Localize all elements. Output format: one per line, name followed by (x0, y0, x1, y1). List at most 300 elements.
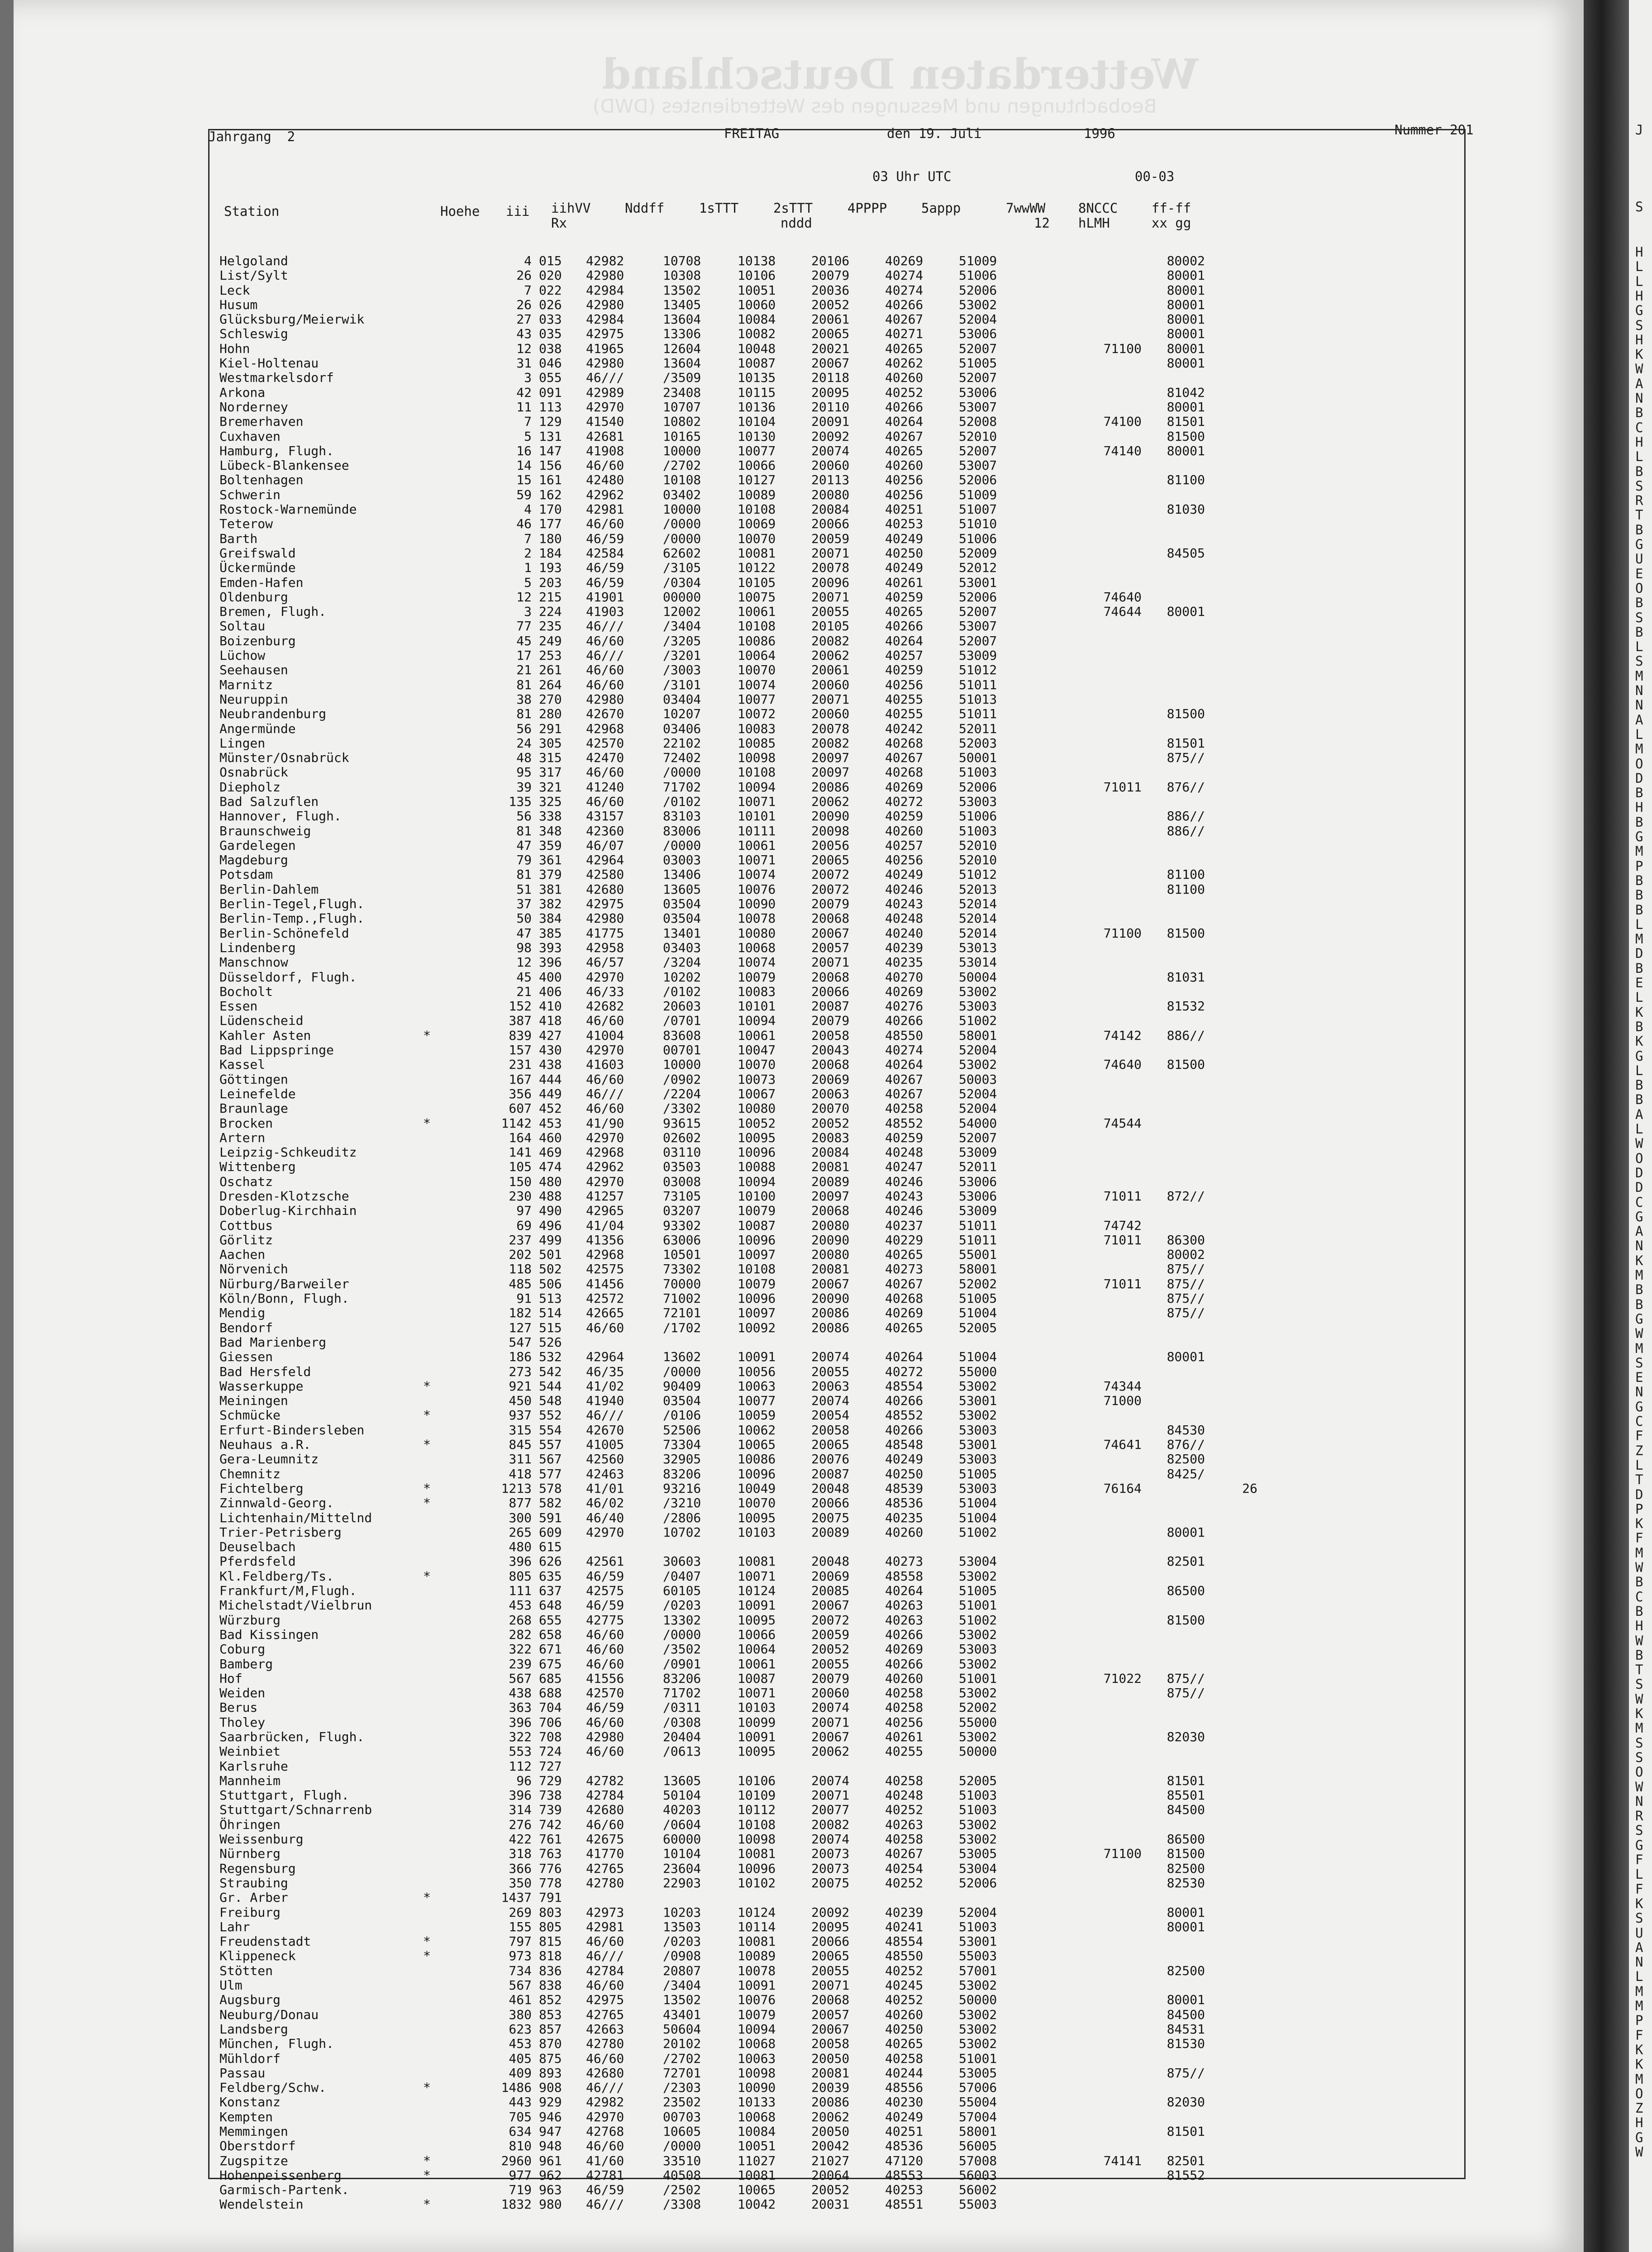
station-name: Hof (219, 1671, 243, 1686)
2sttt-value: 20059 (811, 531, 850, 546)
8nccc-value: 80001 (1166, 312, 1205, 327)
iihvv-value: 42982 (586, 253, 624, 268)
5appp-value: 51001 (959, 1671, 997, 1686)
iihvv-value: 46/02 (586, 1495, 624, 1511)
next-page-letter: M (1635, 1983, 1644, 1999)
1sttt-value: 10106 (738, 1773, 776, 1788)
nddff-value: 12604 (663, 341, 701, 356)
next-page-letter: W (1635, 1326, 1644, 1342)
next-page-letter: B (1635, 624, 1644, 640)
iihvv-value: 42670 (586, 706, 624, 722)
1sttt-value: 10078 (738, 1963, 776, 1978)
2sttt-value: 20077 (811, 1802, 850, 1818)
iihvv-value: 46/35 (586, 1364, 624, 1379)
iihvv-value: 46/59 (586, 2182, 624, 2198)
5appp-value: 50004 (959, 969, 997, 985)
nddff-value: 03504 (663, 1393, 701, 1409)
nddff-value: /0311 (663, 1700, 701, 1715)
5appp-value: 51012 (959, 662, 997, 678)
hoehe-value: 921 (509, 1378, 532, 1394)
8nccc-value: 82501 (1166, 2153, 1205, 2168)
station-name: Görlitz (219, 1232, 273, 1247)
5appp-value: 51004 (959, 1495, 997, 1511)
iii-value: 180 (539, 531, 562, 546)
book-binding (1584, 0, 1629, 2252)
iii-value: 291 (539, 721, 562, 736)
8nccc-value: 80002 (1166, 1247, 1205, 1262)
1sttt-value: 10077 (738, 443, 776, 458)
1sttt-value: 10070 (738, 1057, 776, 1072)
next-page-letter: N (1635, 1384, 1644, 1400)
5appp-value: 57006 (959, 2080, 997, 2095)
4pppp-value: 40265 (885, 341, 924, 356)
station-name: Brocken (219, 1115, 273, 1131)
4pppp-value: 48556 (885, 2080, 924, 2095)
4pppp-value: 40249 (885, 1452, 924, 1467)
2sttt-value: 20055 (811, 1963, 850, 1978)
station-name: Seehausen (219, 662, 288, 678)
1sttt-value: 10127 (738, 472, 776, 488)
1sttt-value: 10086 (738, 1452, 776, 1467)
hoehe-value: 438 (509, 1685, 532, 1701)
nddff-value: 71002 (663, 1291, 701, 1306)
next-page-letter: G (1635, 829, 1644, 844)
hoehe-value: 26 (516, 268, 532, 283)
nddff-value: 73304 (663, 1437, 701, 1452)
iii-value: 177 (539, 516, 562, 532)
hoehe-value: 79 (516, 852, 532, 868)
next-page-letter: Z (1635, 1443, 1644, 1458)
iii-value: 738 (539, 1788, 562, 1803)
iii-value: 091 (539, 385, 562, 400)
5appp-value: 53007 (959, 619, 997, 634)
station-name: Rostock-Warnemünde (219, 502, 357, 517)
4pppp-value: 40269 (885, 253, 924, 268)
5appp-value: 53014 (959, 955, 997, 970)
4pppp-value: 40266 (885, 297, 924, 312)
mountain-marker: * (423, 1408, 431, 1423)
nddff-value: 10605 (663, 2124, 701, 2139)
next-page-letter: B (1635, 814, 1644, 830)
hoehe-value: 7 (524, 531, 532, 546)
5appp-value: 52014 (959, 911, 997, 926)
4pppp-value: 40256 (885, 487, 924, 502)
2sttt-value: 20082 (811, 735, 850, 751)
5appp-value: 51013 (959, 691, 997, 707)
1sttt-value: 10070 (738, 531, 776, 546)
nddff-value: /3201 (663, 648, 701, 663)
5appp-value: 53003 (959, 794, 997, 809)
hoehe-value: 269 (509, 1904, 532, 1920)
next-page-letter: S (1635, 1735, 1644, 1751)
next-page-letter: C (1635, 1414, 1644, 1429)
station-name: Angermünde (219, 721, 296, 736)
2sttt-value: 20089 (811, 1174, 850, 1189)
2sttt-value: 20057 (811, 2007, 850, 2022)
2sttt-value: 20086 (811, 1320, 850, 1335)
hoehe-value: 3 (524, 604, 532, 619)
5appp-value: 53002 (959, 1656, 997, 1671)
4pppp-value: 40264 (885, 1057, 924, 1072)
5appp-value: 53013 (959, 940, 997, 955)
iii-value: 776 (539, 1861, 562, 1876)
1sttt-value: 10106 (738, 268, 776, 283)
iihvv-value: 41556 (586, 1671, 624, 1686)
hoehe-value: 45 (516, 969, 532, 985)
8nccc-value: 82501 (1166, 1554, 1205, 1569)
5appp-value: 52003 (959, 735, 997, 751)
hoehe-value: 105 (509, 1159, 532, 1175)
col-iihvv-sub: Rx (551, 215, 567, 231)
2sttt-value: 20068 (811, 969, 850, 985)
iihvv-value: 41540 (586, 414, 624, 429)
8nccc-value: 875// (1166, 750, 1205, 766)
iii-value: 113 (539, 399, 562, 414)
iii-value: 410 (539, 999, 562, 1014)
hoehe-value: 81 (516, 677, 532, 692)
hoehe-value: 314 (509, 1802, 532, 1818)
iihvv-value: 42970 (586, 1043, 624, 1058)
4pppp-value: 40254 (885, 1861, 924, 1876)
8nccc-value: 80001 (1166, 326, 1205, 342)
iihvv-value: 42975 (586, 896, 624, 912)
station-name: Oldenburg (219, 589, 288, 605)
2sttt-value: 20062 (811, 1744, 850, 1759)
1sttt-value: 10077 (738, 691, 776, 707)
iihvv-value: 42570 (586, 1685, 624, 1701)
next-page-letter: M (1635, 668, 1644, 684)
5appp-value: 51005 (959, 1466, 997, 1481)
station-name: Leck (219, 282, 250, 298)
5appp-value: 53003 (959, 1642, 997, 1657)
col-hoehe: Hoehe (440, 204, 480, 219)
station-name: Oschatz (219, 1174, 273, 1189)
hoehe-value: 152 (509, 999, 532, 1014)
station-name: Meiningen (219, 1393, 288, 1409)
nddff-value: 10501 (663, 1247, 701, 1262)
hoehe-value: 3 (524, 370, 532, 386)
nddff-value: 20404 (663, 1729, 701, 1744)
iihvv-value: 41356 (586, 1232, 624, 1247)
nddff-value: 03503 (663, 1159, 701, 1175)
4pppp-value: 40252 (885, 1992, 924, 2008)
1sttt-value: 10063 (738, 1378, 776, 1394)
next-page-letter: O (1635, 756, 1644, 771)
iihvv-value: 41/01 (586, 1481, 624, 1496)
2sttt-value: 20078 (811, 560, 850, 576)
iihvv-value: 42981 (586, 502, 624, 517)
iii-value: 685 (539, 1671, 562, 1686)
1sttt-value: 10108 (738, 1817, 776, 1832)
1sttt-value: 10096 (738, 1466, 776, 1481)
iii-value: 315 (539, 750, 562, 766)
hoehe-value: 705 (509, 2109, 532, 2124)
hoehe-value: 31 (516, 356, 532, 371)
hoehe-value: 405 (509, 2051, 532, 2066)
4pppp-value: 40249 (885, 867, 924, 882)
4pppp-value: 40245 (885, 1978, 924, 1993)
hoehe-value: 12 (516, 955, 532, 970)
nddff-value: /3105 (663, 560, 701, 576)
1sttt-value: 10097 (738, 1247, 776, 1262)
iii-value: 400 (539, 969, 562, 985)
hoehe-value: 97 (516, 1203, 532, 1219)
2sttt-value: 20074 (811, 1700, 850, 1715)
nddff-value: 10108 (663, 472, 701, 488)
iii-value: 852 (539, 1992, 562, 2008)
2sttt-value: 20068 (811, 911, 850, 926)
2sttt-value: 20097 (811, 750, 850, 766)
next-page-letter: D (1635, 1180, 1644, 1195)
hoehe-value: 607 (509, 1101, 532, 1116)
iihvv-value: 42970 (586, 1524, 624, 1540)
next-page-letter: P (1635, 858, 1644, 874)
nddff-value: 03207 (663, 1203, 701, 1219)
4pppp-value: 40258 (885, 1685, 924, 1701)
1sttt-value: 10079 (738, 1276, 776, 1291)
7wwww-value: 74344 (1103, 1378, 1142, 1394)
iii-value: 615 (539, 1539, 562, 1555)
iihvv-value: 41770 (586, 1846, 624, 1862)
7wwww-value: 74640 (1103, 1057, 1142, 1072)
5appp-value: 58001 (959, 2124, 997, 2139)
1sttt-value: 10052 (738, 1115, 776, 1131)
4pppp-value: 40268 (885, 765, 924, 780)
5appp-value: 53003 (959, 1452, 997, 1467)
5appp-value: 53006 (959, 1174, 997, 1189)
nddff-value: 10202 (663, 969, 701, 985)
next-page-letter: L (1635, 273, 1644, 289)
iihvv-value: 42980 (586, 268, 624, 283)
next-page-letter: N (1635, 1238, 1644, 1254)
8nccc-value: 80002 (1166, 253, 1205, 268)
2sttt-value: 20057 (811, 940, 850, 955)
iii-value: 033 (539, 312, 562, 327)
4pppp-value: 40246 (885, 881, 924, 897)
nddff-value: /0102 (663, 984, 701, 999)
4pppp-value: 40252 (885, 1875, 924, 1890)
5appp-value: 53001 (959, 1393, 997, 1409)
4pppp-value: 40272 (885, 794, 924, 809)
iii-value: 893 (539, 2065, 562, 2081)
station-name: Göttingen (219, 1071, 288, 1087)
nddff-value: 72701 (663, 2065, 701, 2081)
next-page-letter: K (1635, 1895, 1644, 1911)
next-page-letter: K (1635, 2042, 1644, 2057)
iii-value: 396 (539, 955, 562, 970)
4pppp-value: 40259 (885, 1130, 924, 1145)
iihvv-value: 42680 (586, 881, 624, 897)
8nccc-value: 875// (1166, 2065, 1205, 2081)
2sttt-value: 20076 (811, 1452, 850, 1467)
1sttt-value: 10094 (738, 1013, 776, 1028)
nddff-value: /3404 (663, 1978, 701, 1993)
nddff-value: 13405 (663, 297, 701, 312)
8nccc-value: 80001 (1166, 297, 1205, 312)
hoehe-value: 46 (516, 516, 532, 532)
next-page-letter: O (1635, 580, 1644, 596)
1sttt-value: 10074 (738, 677, 776, 692)
iii-value: 567 (539, 1452, 562, 1467)
8nccc-value: 84500 (1166, 2007, 1205, 2022)
1sttt-value: 10079 (738, 2007, 776, 2022)
hoehe-value: 282 (509, 1627, 532, 1642)
2sttt-value: 20063 (811, 1086, 850, 1101)
2sttt-value: 20075 (811, 1875, 850, 1890)
hoehe-value: 96 (516, 1773, 532, 1788)
station-name: Doberlug-Kirchhain (219, 1203, 357, 1219)
4pppp-value: 40266 (885, 619, 924, 634)
nddff-value: 02602 (663, 1130, 701, 1145)
next-page-letter: G (1635, 1048, 1644, 1064)
2sttt-value: 20106 (811, 253, 850, 268)
nddff-value: /0000 (663, 1364, 701, 1379)
4pppp-value: 40268 (885, 1291, 924, 1306)
iii-value: 729 (539, 1773, 562, 1788)
nddff-value: 13502 (663, 1992, 701, 2008)
hoehe-value: 973 (509, 1948, 532, 1964)
5appp-value: 56002 (959, 2182, 997, 2198)
4pppp-value: 40260 (885, 370, 924, 386)
4pppp-value: 40264 (885, 633, 924, 648)
8nccc-value: 86500 (1166, 1583, 1205, 1599)
2sttt-value: 20068 (811, 1992, 850, 2008)
4pppp-value: 40256 (885, 1714, 924, 1730)
station-name: Bad Salzuflen (219, 794, 319, 809)
nddff-value: 33510 (663, 2153, 701, 2168)
nddff-value: 83006 (663, 823, 701, 838)
iihvv-value: 42980 (586, 1729, 624, 1744)
station-name: Dresden-Klotzsche (219, 1189, 349, 1204)
iii-value: 948 (539, 2138, 562, 2154)
iihvv-value: 46/60 (586, 1978, 624, 1993)
station-name: Bad Kissingen (219, 1627, 319, 1642)
iii-value: 184 (539, 545, 562, 561)
mountain-marker: * (423, 1934, 431, 1949)
iii-value: 480 (539, 1174, 562, 1189)
nddff-value: /3003 (663, 662, 701, 678)
iii-value: 727 (539, 1758, 562, 1774)
station-name: Neuruppin (219, 691, 288, 707)
2sttt-value: 20021 (811, 341, 850, 356)
next-page-letter: O (1635, 2085, 1644, 2101)
next-page-letter: H (1635, 434, 1644, 450)
iihvv-value: 42775 (586, 1612, 624, 1628)
iii-value: 502 (539, 1262, 562, 1277)
8nccc-value: 82500 (1166, 1452, 1205, 1467)
nddff-value: /0908 (663, 1948, 701, 1964)
col-7wwww: 7wwWW (1006, 200, 1046, 216)
utc-label: 03 Uhr UTC (872, 169, 952, 184)
station-name: Nörvenich (219, 1262, 288, 1277)
hoehe-value: 186 (509, 1349, 532, 1365)
next-page-letter: L (1635, 916, 1644, 932)
iii-value: 688 (539, 1685, 562, 1701)
nddff-value: 10707 (663, 399, 701, 414)
hoehe-value: 26 (516, 297, 532, 312)
8nccc-value: 81532 (1166, 999, 1205, 1014)
4pppp-value: 40250 (885, 545, 924, 561)
8nccc-value: 82030 (1166, 1729, 1205, 1744)
next-page-letter: C (1635, 419, 1644, 435)
iii-value: 488 (539, 1189, 562, 1204)
2sttt-value: 20067 (811, 1598, 850, 1613)
2sttt-value: 20066 (811, 1495, 850, 1511)
hoehe-value: 396 (509, 1554, 532, 1569)
1sttt-value: 10048 (738, 341, 776, 356)
iihvv-value: 46/40 (586, 1510, 624, 1525)
4pppp-value: 40267 (885, 1276, 924, 1291)
5appp-value: 55004 (959, 2095, 997, 2110)
4pppp-value: 40266 (885, 1627, 924, 1642)
station-name: Öhringen (219, 1817, 281, 1832)
col-8nccc-sub: hLMH (1078, 215, 1110, 231)
iii-value: 818 (539, 1948, 562, 1964)
next-page-letter: M (1635, 1340, 1644, 1356)
2sttt-value: 20048 (811, 1481, 850, 1496)
col-station: Station (224, 204, 280, 219)
1sttt-value: 10059 (738, 1408, 776, 1423)
5appp-value: 55001 (959, 1247, 997, 1262)
4pppp-value: 40252 (885, 1802, 924, 1818)
4pppp-value: 48558 (885, 1568, 924, 1584)
hoehe-value: 318 (509, 1846, 532, 1862)
1sttt-value: 10071 (738, 1568, 776, 1584)
8nccc-value: 86500 (1166, 1832, 1205, 1847)
iii-value: 853 (539, 2007, 562, 2022)
col-5appp: 5appp (921, 200, 961, 216)
iihvv-value: 46/59 (586, 1598, 624, 1613)
1sttt-value: 10102 (738, 1875, 776, 1890)
station-name: Schleswig (219, 326, 288, 342)
mountain-marker: * (423, 2197, 431, 2212)
mountain-marker: * (423, 2167, 431, 2183)
next-page-letter: B (1635, 785, 1644, 801)
1sttt-value: 10071 (738, 852, 776, 868)
station-name: Boizenburg (219, 633, 296, 648)
hoehe-value: 300 (509, 1510, 532, 1525)
5appp-value: 54000 (959, 1115, 997, 1131)
hoehe-value: 1142 (501, 1115, 532, 1131)
mountain-marker: * (423, 1028, 431, 1043)
next-page-letter: L (1635, 726, 1644, 742)
iihvv-value: 46/33 (586, 984, 624, 999)
1sttt-value: 10090 (738, 2080, 776, 2095)
next-page-letter: K (1635, 347, 1644, 362)
4pppp-value: 40252 (885, 1963, 924, 1978)
next-page-letter: A (1635, 712, 1644, 728)
2sttt-value: 20078 (811, 721, 850, 736)
5appp-value: 57004 (959, 2109, 997, 2124)
4pppp-value: 40266 (885, 1422, 924, 1438)
iii-value: 514 (539, 1305, 562, 1321)
nddff-value: 73105 (663, 1189, 701, 1204)
2sttt-value: 20065 (811, 852, 850, 868)
station-name: Greifswald (219, 545, 296, 561)
2sttt-value: 20066 (811, 984, 850, 999)
4pppp-value: 40258 (885, 2051, 924, 2066)
next-page-letter: S (1635, 609, 1644, 625)
station-name: Köln/Bonn, Flugh. (219, 1291, 349, 1306)
5appp-value: 58001 (959, 1262, 997, 1277)
station-name: Kiel-Holtenau (219, 356, 319, 371)
station-name: Düsseldorf, Flugh. (219, 969, 357, 985)
7wwww-value: 71011 (1103, 779, 1142, 795)
8nccc-value: 81500 (1166, 1057, 1205, 1072)
iii-value: 980 (539, 2197, 562, 2212)
1sttt-value: 10094 (738, 1174, 776, 1189)
col-iii: iii (506, 204, 530, 219)
